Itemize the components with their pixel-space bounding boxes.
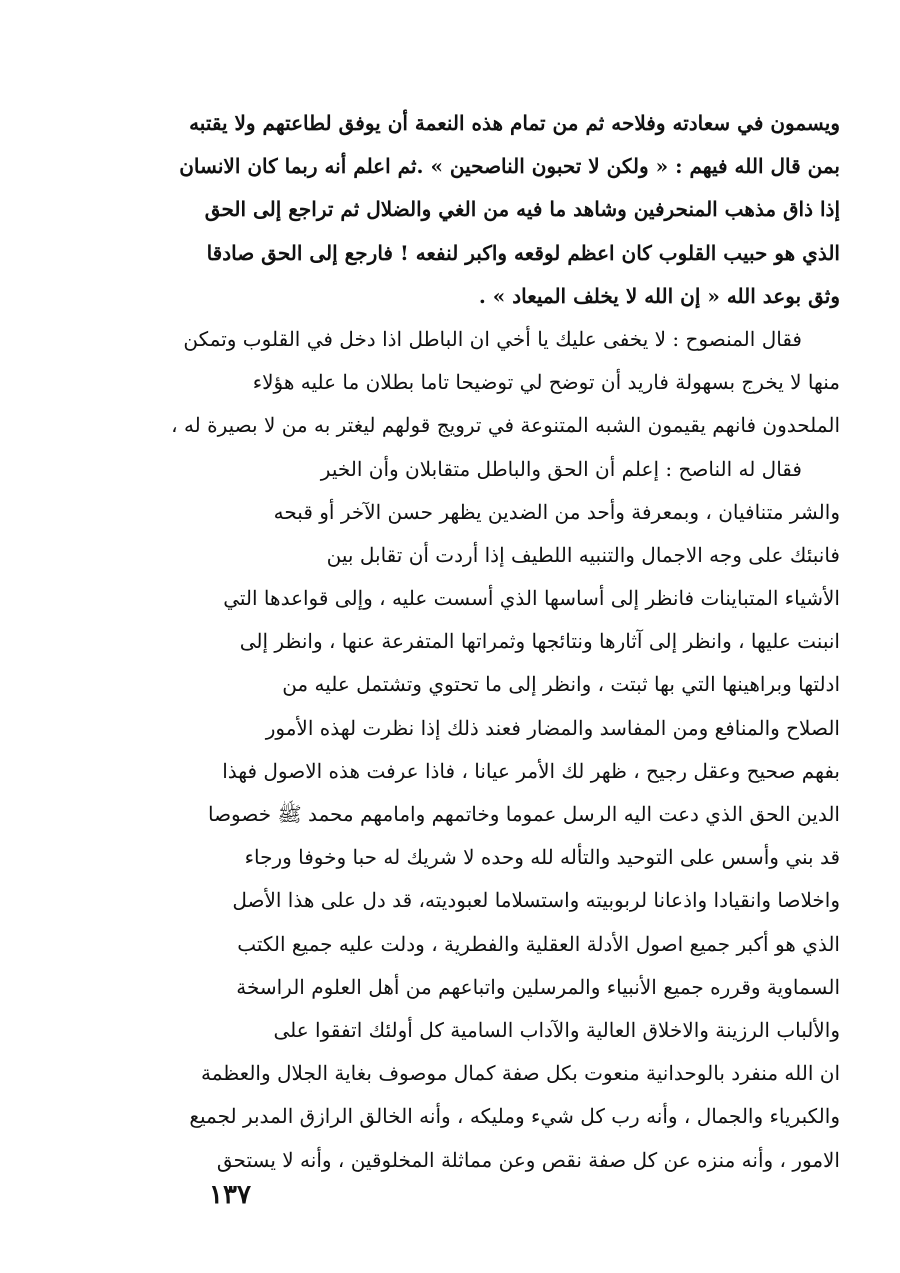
page-body-text: [150, 102, 840, 1182]
text-line: ان الله منفرد بالوحدانية منعوت بكل صفة كمال موصوف بغاية الجلال والعظمة: [200, 1061, 840, 1086]
text-line: الذي هو حبيب القلوب كان اعظم لوقعه واكبر لنفعه ! فارجع إلى الحق صادقا: [206, 240, 840, 265]
text-line: انبنت عليها ، وانظر إلى آثارها ونتائجها وثمراتها المتفرعة عنها ، وانظر إلى: [239, 629, 840, 654]
text-line: الامور ، وأنه منزه عن كل صفة نقص وعن مماثلة المخلوقين ، وأنه لا يستحق: [216, 1147, 840, 1172]
text-line: ويسمون في سعادته وفلاحه ثم من تمام هذه النعمة أن يوفق لطاعتهم ولا يقتبه: [189, 111, 840, 135]
text-line: وثق بوعد الله « إن الله لا يخلف الميعاد » .: [478, 283, 840, 308]
text-line: والشر متنافيان ، وبمعرفة وأحد من الضدين يظهر حسن الآخر أو قبحه: [273, 499, 840, 524]
text-line: السماوية وقرره جميع الأنبياء والمرسلين واتباعهم من أهل العلوم الراسخة: [236, 974, 840, 999]
text-line: الأشياء المتباينات فانظر إلى أساسها الذي أسست عليه ، وإلى قواعدها التي: [223, 586, 840, 611]
text-line: ادلتها وبراهينها التي بها ثبتت ، وانظر إلى ما تحتوي وتشتمل عليه من: [282, 672, 840, 697]
text-line: الدين الحق الذي دعت اليه الرسل عموما وخاتمهم وامامهم محمد ﷺ خصوصا: [207, 802, 840, 826]
text-line: إذا ذاق مذهب المنحرفين وشاهد ما فيه من الغي والضلال ثم تراجع إلى الحق: [204, 197, 840, 222]
text-line: فقال المنصوح : لا يخفى عليك يا أخي ان الباطل اذا دخل في القلوب وتمكن: [183, 326, 802, 351]
text-line: بمن قال الله فيهم : « ولكن لا تحبون الناصحين » .ثم اعلم أنه ربما كان الانسان: [179, 154, 840, 179]
text-line: فقال له الناصح : إعلم أن الحق والباطل متقابلان وأن الخير: [320, 456, 802, 481]
text-line: فانبئك على وجه الاجمال والتنبيه اللطيف إذا أردت أن تقابل بين: [326, 542, 840, 567]
text-line: والكبرياء والجمال ، وأنه رب كل شيء ومليكه ، وأنه الخالق الرازق المدبر لجميع: [189, 1104, 840, 1129]
text-line: واخلاصا وانقيادا واذعانا لربوبيته واستسلاما لعبوديته، قد دل على هذا الأصل: [232, 888, 840, 913]
text-line: الملحدون فانهم يقيمون الشبه المتنوعة في ترويج قولهم ليغتر به من لا بصيرة له ،: [171, 413, 840, 438]
text-line: الذي هو أكبر جميع اصول الأدلة العقلية والفطرية ، ودلت عليه جميع الكتب: [237, 931, 840, 956]
text-line: والألباب الرزينة والاخلاق العالية والآداب السامية كل أولئك اتفقوا على: [273, 1017, 840, 1042]
text-line: الصلاح والمنافع ومن المفاسد والمضار فعند ذلك إذا نظرت لهذه الأمور: [265, 715, 840, 740]
text-line: بفهم صحيح وعقل رجيح ، ظهر لك الأمر عيانا ، فاذا عرفت هذه الاصول فهذا: [222, 758, 840, 783]
text-line: قد بني وأسس على التوحيد والتأله لله وحده لا شريك له حبا وخوفا ورجاء: [244, 845, 840, 870]
text-line: منها لا يخرج بسهولة فاريد أن توضح لي توضيحا تاما بطلان ما عليه هؤلاء: [252, 370, 840, 395]
page-number: ١٣٧: [209, 1180, 251, 1210]
